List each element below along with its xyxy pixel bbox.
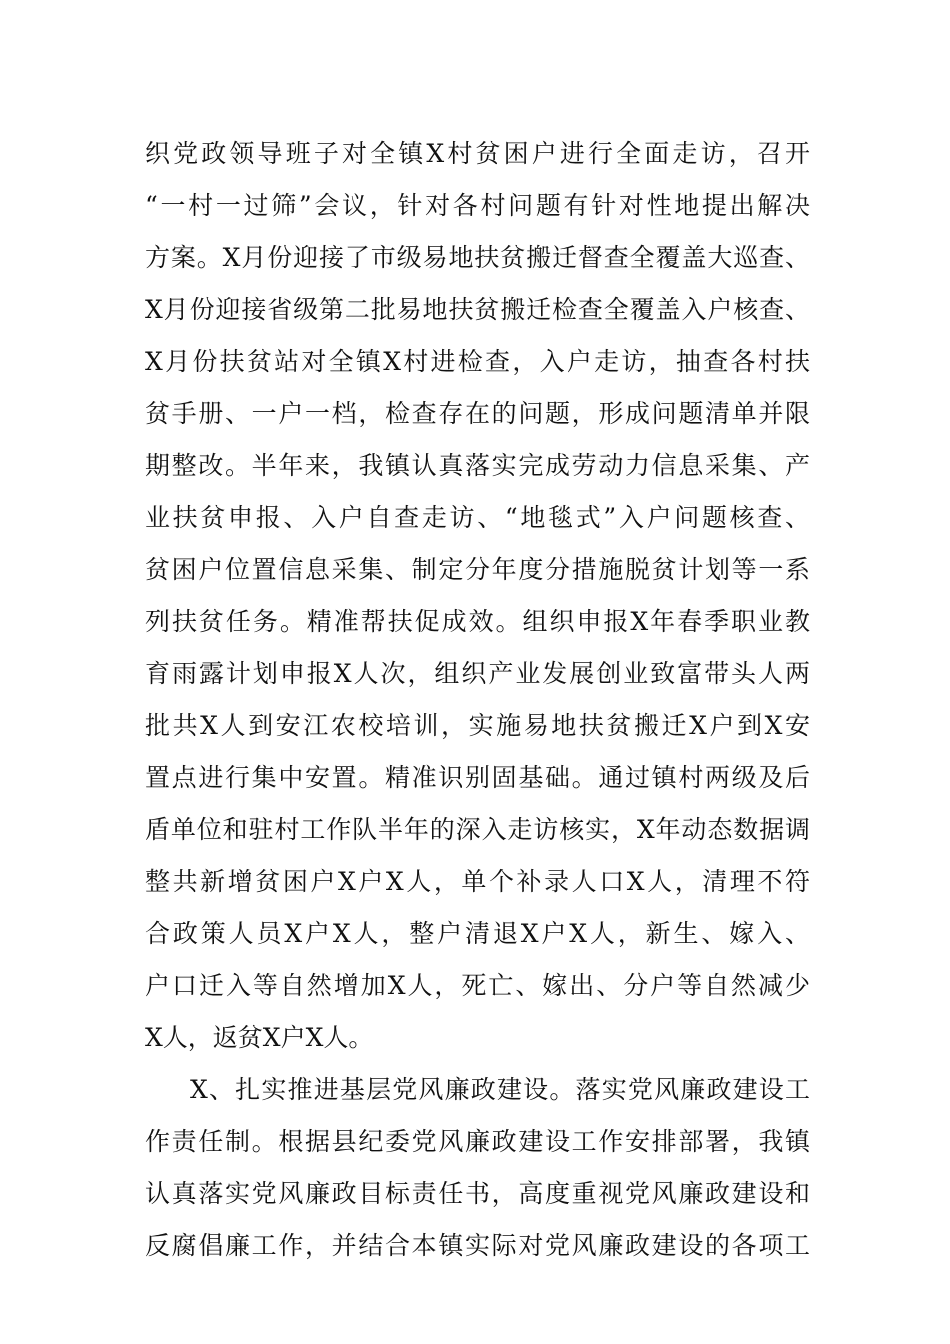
- text-line: X人，返贫X户X人。: [145, 1023, 374, 1052]
- paragraph-1: [145, 128, 810, 1064]
- text-line: 合政策人员X户X人，整户清退X户X人，新生、嫁入、: [145, 919, 810, 948]
- text-line: X、扎实推进基层党风廉政建设。落实党风廉政建设工: [190, 1075, 810, 1104]
- text-line: X月份扶贫站对全镇X村进检查，入户走访，抽查各村扶: [145, 347, 810, 376]
- text-line: 整共新增贫困户X户X人，单个补录人口X人，清理不符: [145, 867, 810, 896]
- text-line: “一村一过筛”会议，针对各村问题有针对性地提出解决: [145, 191, 810, 220]
- text-line: 反腐倡廉工作，并结合本镇实际对党风廉政建设的各项工: [145, 1231, 810, 1260]
- text-line: 织党政领导班子对全镇X村贫困户进行全面走访，召开: [145, 139, 810, 168]
- paragraph-2: [145, 1064, 810, 1272]
- text-line: 方案。X月份迎接了市级易地扶贫搬迁督查全覆盖大巡查、: [145, 243, 810, 272]
- text-line: 盾单位和驻村工作队半年的深入走访核实，X年动态数据调: [145, 815, 810, 844]
- text-line: 作责任制。根据县纪委党风廉政建设工作安排部署，我镇: [145, 1127, 810, 1156]
- text-line: X月份迎接省级第二批易地扶贫搬迁检查全覆盖入户核查、: [145, 295, 810, 324]
- text-line: 认真落实党风廉政目标责任书，高度重视党风廉政建设和: [145, 1179, 810, 1208]
- text-line: 育雨露计划申报X人次，组织产业发展创业致富带头人两: [145, 659, 810, 688]
- text-line: 置点进行集中安置。精准识别固基础。通过镇村两级及后: [145, 763, 810, 792]
- text-line: 业扶贫申报、入户自查走访、“地毯式”入户问题核查、: [145, 503, 810, 532]
- text-line: 户口迁入等自然增加X人，死亡、嫁出、分户等自然减少: [145, 971, 810, 1000]
- text-line: 期整改。半年来，我镇认真落实完成劳动力信息采集、产: [145, 451, 810, 480]
- text-line: 贫手册、一户一档，检查存在的问题，形成问题清单并限: [145, 399, 810, 428]
- text-line: 列扶贫任务。精准帮扶促成效。组织申报X年春季职业教: [145, 607, 810, 636]
- text-line: 贫困户位置信息采集、制定分年度分措施脱贫计划等一系: [145, 555, 810, 584]
- text-line: 批共X人到安江农校培训，实施易地扶贫搬迁X户到X安: [145, 711, 810, 740]
- document-body: [145, 128, 810, 1272]
